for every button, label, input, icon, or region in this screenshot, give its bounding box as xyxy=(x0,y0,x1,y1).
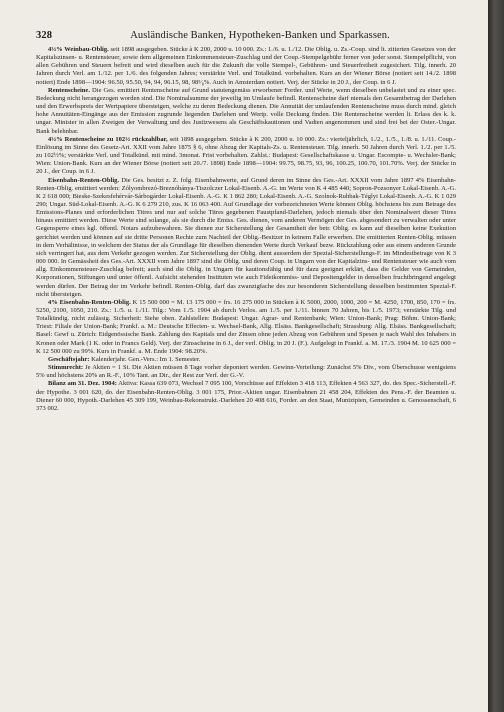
paragraph-text: K 15 500 000 = M. 13 175 000 = frs. 16 275 000 in Stücken à K 5000, 2000, 1000, 200 = M. 4250, 1700, 850, 170 = frs. 5250, 2100, 1050, 210. Zs.: 1./5. u. 1./11. Tilg.: Vom 1./5. 1904 ab durch Verlos. am 1./5. per 1./11. binnen 70 Jahren, bis 1./5. 1973; verstärkte Tilg. und Totalkündig. nicht zulässig. Sicherheit: Siehe oben. Zahlstellen: Budapest: Ungar. Agrar- und Rentenbank; Wien: Union-Bank; Prag: Böhm. Union-Bank; Triest: Filiale der Union-Bank; Frankf. a. M.: Deutsche Effecten- u. Wechsel-Bank, Allg. Elsäss. Bankgesellschaft; Strassburg: Allg. Elsäss. Bankgesellschaft; Basel: Gewf u. Zürich: Eidgenössische Bank. Zahlung des Kapitals und der Zinsen ohne jeden Abzug von Gebühren und Spesen je nach Wahl des Inhabers in Kronen oder Mark (1 K. oder in Francs Geld). Verj. der Zinsscheine in 6 J., der verl. Oblig. in 20 J. (F.). Aufgelegt in Frankf. a. M. 17./3. 1904 M. 10 625 000 = K 12 500 000 zu 99%. Kurs in Frankf. a. M. Ende 1904: 98.20%. xyxy=(36,298,457,355)
running-title: Ausländische Banken, Hypotheken-Banken und Sparkassen. xyxy=(130,30,390,41)
paragraph-bilanz xyxy=(36,380,456,413)
section-heading: Rentenscheine. xyxy=(48,86,90,94)
paragraph-stimmrecht xyxy=(36,364,456,380)
paragraph-weinbau-oblig xyxy=(36,46,456,87)
section-heading: Bilanz am 31. Dez. 1904: xyxy=(48,380,117,388)
paragraph-text: Die Ges. emittiert Rentenscheine auf Grund statutengemäss erworbener Forder. und Werte, wenn dieselben unbelastet und zu einer spec. Bedeckung nicht herangezogen worden sind. Die Nominalsumme der jeweilig im Umlaufe befindl. Rentenscheine darf niemals den Gesamtbetrag der Darlehen und den Erwerbspreis der Wertpapiere übersteigen, welche zu deren Bedeckung dienen. Die Annuität der umlaufenden Rentenscheine muss durch mind. gleich hohe Annuitäten-Eingänge aus der Emission zugrunde liegenden Darlehen und Wertp. volle Deckung finden. Die Rentenscheine werden lt. Erlass des k. k. ungar. Minister in allen Zweigen der Verwaltung und des Justizwesens als Geschäftskautionen und Vadien angenommen und sind frei bei der Oster.-Ungar. Bank belehnbar. xyxy=(36,86,456,135)
section-heading: 4½% Weinbau-Oblig. xyxy=(48,46,109,53)
section-heading: Stimmrecht: xyxy=(48,364,84,372)
body-text xyxy=(36,46,456,413)
paragraph-rentenscheine-102 xyxy=(36,136,456,177)
section-heading: Geschäftsjahr: xyxy=(48,355,90,363)
paragraph-text: seit 1898 ausgegeben. Stücke à K 200, 2000 u. 10 000. Zs.: 1./6. u. 1./12. Die Oblig. u. Zs.-Coup. sind lt. zitierten Gesetzes von der Kapitalszinsen- u. Rentensteuer, sowie dem allgemeinen Einkommensteuer-Zuschlag und der Coup.-Stempelgebühr ferner von jeder sonst. Stempelpflicht, von allen Gebühren und Steuern befreit und wird dieselben auch für die Zukunft die volle Stempel-, Gebühren- und Steuerfreiheit zugesichert. Tilg. innerh. 20 Jahren durch Verl. am 1./12. per 1./6. des folgenden Jahres; verstärkte Verl. und Totalkünd. vorbehalten. Kurs an der Wiener Börse (notiert seit 14./2. 1898 notiert) Ende 1898—1904: 96.50, 95.50, 94, 94, 96.15, 98, 98⁵⁄₈%. Auch in Amsterdam notiert. Verj. der Stücke in 20 J., der Coup. in 6 J. xyxy=(36,46,456,86)
paragraph-4pct-eisenbahn-oblig xyxy=(36,299,456,356)
paragraph-eisenbahn-renten-oblig xyxy=(36,177,456,299)
page-number: 328 xyxy=(36,30,53,41)
paragraph-text: Aktiva: Kassa 639 073, Wechsel 7 095 100, Vorschüsse auf Effekten 3 418 113, Effekten 4 563 327, do. des Spec.-Sicherstell.-F. der Hypothe. 3 001 620, do. der Eisenbahn-Renten-Oblig. 3 001 175, Prior.-Aktien ungar. Eisenbahnen 21 458 204, Effekten des Pens.-F. der Beamten u. Diener 60 000, Hypoth.-Darlehen 45 309 199, Weinbau-Rekonstrukt.-Darlehen 20 408 616, Forder. an den Staat, Munizipien, Gemeinden u. Genossenschaft, 6 373 002. xyxy=(36,380,456,412)
paragraph-text: seit 1898 ausgegeben. Stücke à K 200, 2000 u. 10 000. Zs.: vierteljährlich, 1./2., 1./5., 1./8. u. 1./11. Coup.-Einlösung im Sinne des Gesetz-Art. XXII vom Jahre 1875 § 6, ohne Abzug der Kapitals-Zs. u. Rentensteuer. Tilg. innerh. 50 Jahren durch Verl. 1./2. per 1./5. zu 102½%; verstärkte Verl. und Totalkünd. mit mind. 3monat. Frist vorbehalten. Zahlst.: Budapest: Gesellschaftskasse u. Ungar. Escompte- u. Wechsler-Bank; Wien: Union-Bank. Kurs an der Wiener Börse (notiert seit 20./7. 1898) Ende 1898—1904: 99.75, 98.75, 93, 96, 100.25, 100.70, 101.70%. Verj. der Stücke in 20 J., der Coup. in 6 J. xyxy=(36,135,456,176)
section-heading: Eisenbahn-Renten-Oblig. xyxy=(48,176,120,184)
paragraph-rentenscheine xyxy=(36,87,456,136)
book-edge xyxy=(488,0,504,712)
paragraph-text: Je Aktien = 1 St. Die Aktien müssen 8 Tage vorher deponiert werden. Gewinn-Verteilung: Zunächst 5% Div., vom Überschusse wenigstens 5% und höchstens 20% an R.-F., 10% Tant. an Dir., der Rest zur Verf. der G.-V. xyxy=(36,364,456,380)
paragraph-text: Die Ges. besitzt z. Z. folg. Eisenbahnwerte, auf Grund deren im Sinne des Ges.-Art. XXXII vom Jahre 1897 4% Eisenbahn-Renten-Oblig. emittiert werden: Zólyombrezó-Breznóbánya-Tiszolczer Lokal-Eisenb. A.-G. im Werte von K 4 485 440; Sopron-Pozsonyer Lokal-Eisenb. A.-G. K 2 618 000; Bieske-Szekesfehérvár-Sárbogárder Lokal-Eisenb. A.-G. K 1 862 280; Lokal-Eisenb. A.-G. Szolnok-Ruhbak-Téglyi Lokal-Eisenb. A.-G. K 1 029 290; Ungar. Süd-Lokal-Eisenb. A.-G. K 6 279 210, zus. K 16 063 400. Auf Grundlage der vorbezeichneten Werte können Oblig. höchstens bis zum Betrage des Emissions-Planes und erforderlichen Titres und nur auf solche Titres gegebenen Faustpfand-Darlehen, jedoch niemals über den Nominalwert dieser Titres hinaus emittiert werden. Diese Werte sind solange, als sie durch die Emiss. Ges. dienen, vom anderen Vermögen der Ges. abgesondert zu verwalten oder unter Gegensperre eines kgl. öffentl. Notars aufzubewahren. Sie dienen zur Sicherstellung der Gesamtheit der betr. Oblig. es kann auf dieselben keine Exekution gerichtet werden und können auf sie dritte Personen Rechte zum Nachteil der Oblig.-Besitzer in keinem Falle erwerben. Die emittierten Renten-Oblig. müssen in dem Verhältnisse, in welchem der Status der als Grundlage für dieselben dienenden Werte durch Verkauf bezw. Rückzahlung oder aus einem anderen Grunde sich verringert hat, aus dem Verkehr gezogen werden. Zur Sicherstellung der Oblig. dient ausserdem der Spezial-Sicherstellungs-F. im Mindestbetrage von K 3 000 000. In Gemässheit des Ges.-Art. XXXII vom Jahre 1897 sind die Oblig. und deren Coup. in Ungarn von der Kapitalzins- und Rentensteuer wie auch vom allg. Einkommensteuer-Zuschlag befreit; auch sind die Oblig. in Ungarn für kautionsfähig und für dazu geeignet erklärt, dass die Gelder von Gemeinden, Korporationen, Stiftungen und unter öffentl. Aufsicht stehenden Instituten wie auch Fideikommiss- und Depositengelder in denselben fruchtbringend angelegt werden dürfen. Der Betrag der im Verkehr befindl. Renten-Oblig. darf das zwanzigfache des zur besonderen Sicherstellung desselben bestimmten Spezial-F. nicht übersteigen. xyxy=(36,176,456,298)
page-header xyxy=(36,30,456,41)
paragraph-geschaeftsjahr xyxy=(36,356,456,364)
section-heading: 4% Eisenbahn-Renten-Oblig. xyxy=(48,298,131,306)
paragraph-text: Kalenderjahr. Gen.-Vers.: Im 1. Semester. xyxy=(91,355,201,363)
section-heading: 4½% Rentenscheine zu 102½ rückzahlbar, xyxy=(48,135,168,143)
